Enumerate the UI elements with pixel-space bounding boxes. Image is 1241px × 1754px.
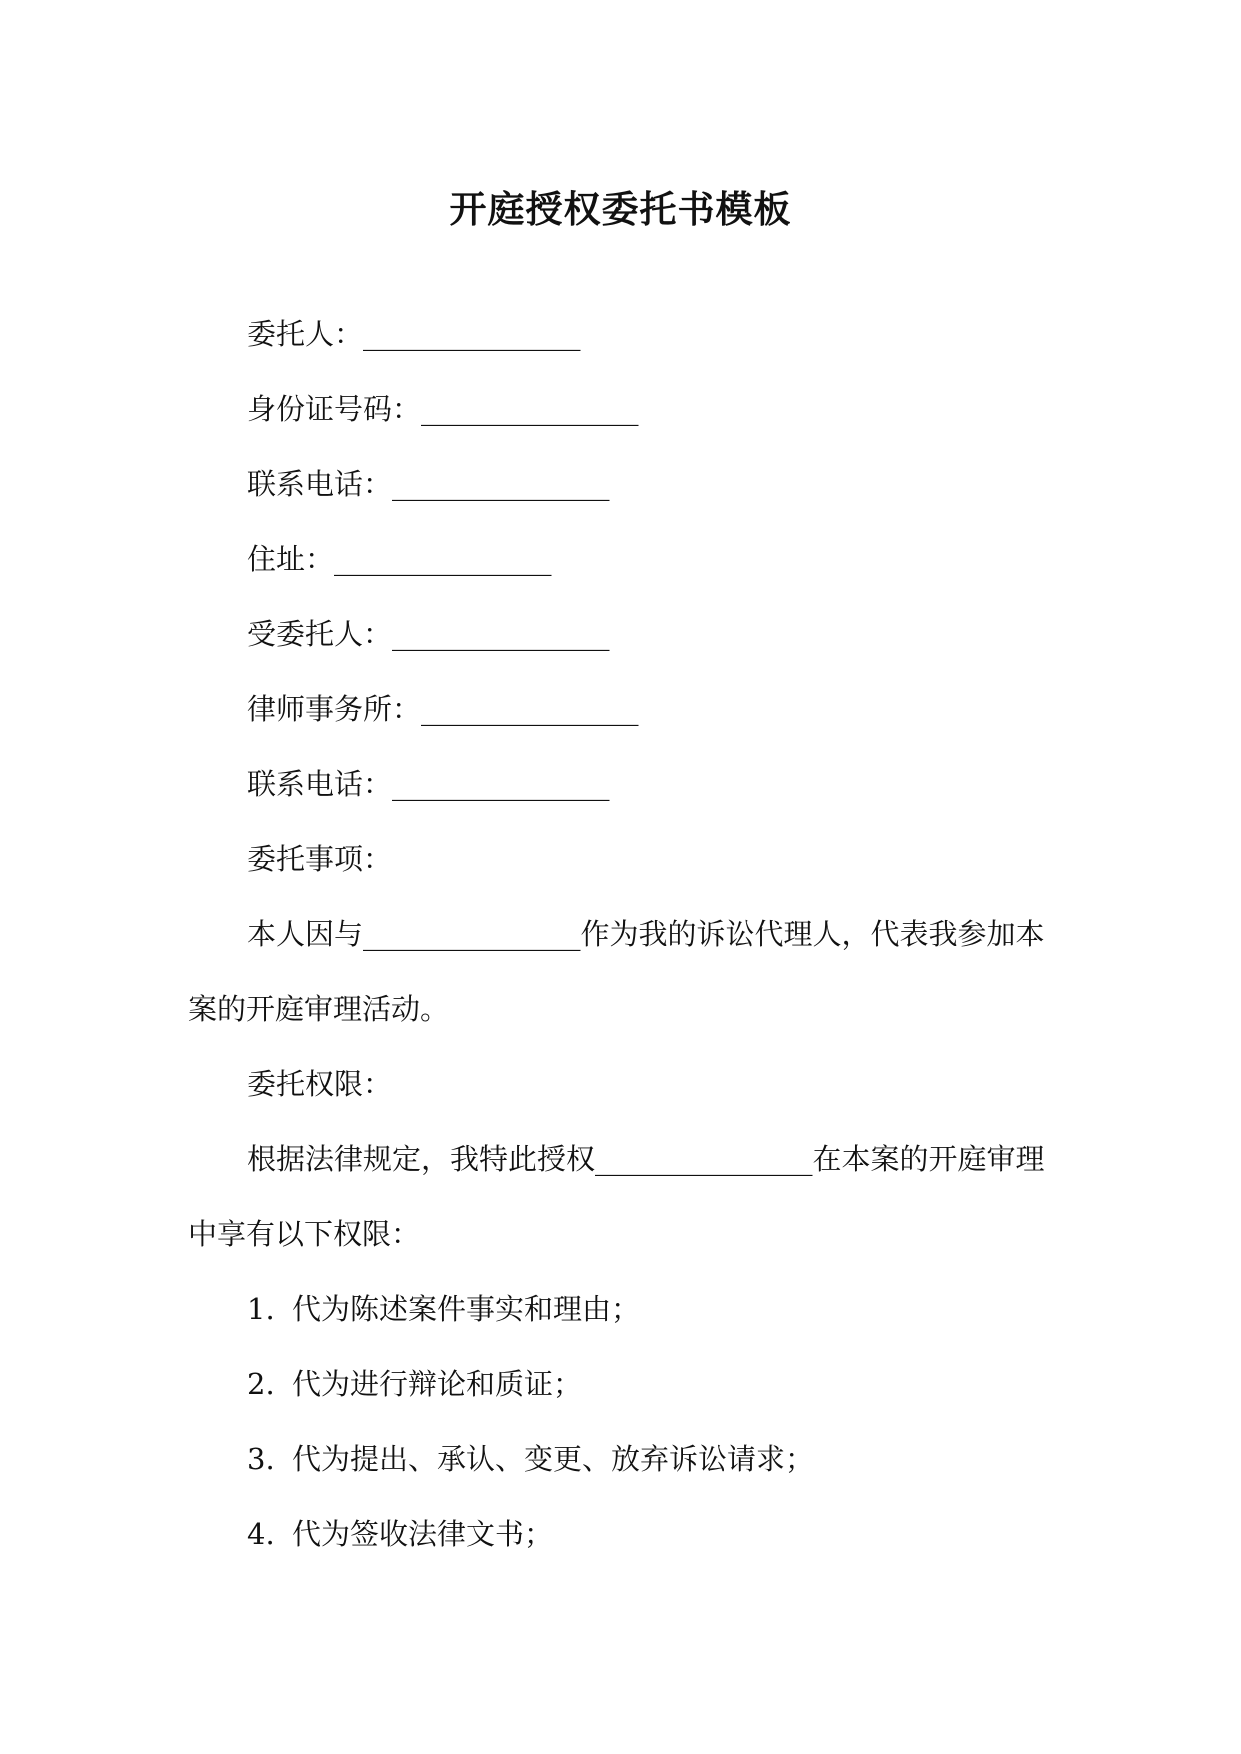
list-item-text: 代为签收法律文书； xyxy=(292,1517,554,1551)
field-law-firm: 律师事务所：_______________ xyxy=(247,692,639,726)
authority-paragraph-line-1: 根据法律规定，我特此授权_______________在本案的开庭审理 xyxy=(247,1142,1045,1176)
matters-paragraph-line-2: 案的开庭审理活动。 xyxy=(188,992,450,1026)
matters-heading: 委托事项： xyxy=(247,842,393,876)
matters-paragraph-line-1: 本人因与_______________作为我的诉讼代理人，代表我参加本 xyxy=(247,917,1045,951)
list-item-text: 代为陈述案件事实和理由； xyxy=(292,1292,641,1326)
list-item xyxy=(247,1512,553,1556)
field-agent-phone: 联系电话：_______________ xyxy=(247,767,610,801)
list-item-number: 1. xyxy=(247,1292,275,1326)
authority-heading: 委托权限： xyxy=(247,1067,393,1101)
list-item xyxy=(247,1437,814,1481)
list-item-number: 4. xyxy=(247,1517,275,1551)
list-item-number: 2. xyxy=(247,1367,275,1401)
list-item xyxy=(247,1362,582,1406)
field-agent: 受委托人：_______________ xyxy=(247,617,610,651)
list-item xyxy=(247,1287,640,1331)
field-id-number: 身份证号码：_______________ xyxy=(247,392,639,426)
list-item-text: 代为进行辩论和质证； xyxy=(292,1367,583,1401)
field-principal: 委托人：_______________ xyxy=(247,317,581,351)
authority-paragraph-line-2: 中享有以下权限： xyxy=(188,1217,421,1251)
field-principal-phone: 联系电话：_______________ xyxy=(247,467,610,501)
field-address: 住址：_______________ xyxy=(247,542,552,576)
list-item-text: 代为提出、承认、变更、放弃诉讼请求； xyxy=(292,1442,815,1476)
document-title: 开庭授权委托书模板 xyxy=(449,187,792,231)
list-item-number: 3. xyxy=(247,1442,275,1476)
